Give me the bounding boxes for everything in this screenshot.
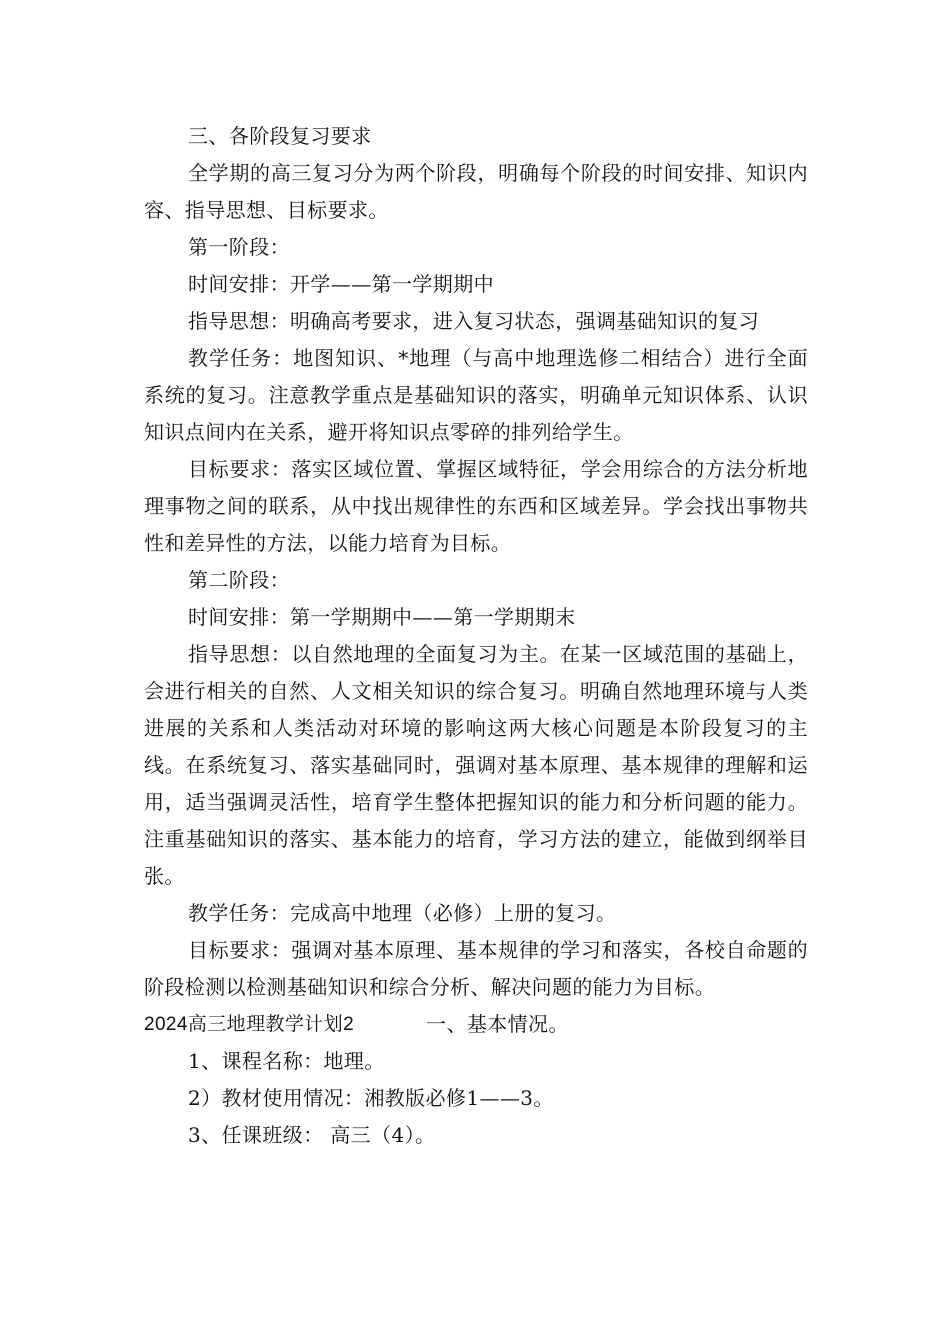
list-item-class: 3、任课班级： 高三（4）。	[188, 1123, 436, 1147]
stage-two-guiding-idea: 指导思想：以自然地理的全面复习为主。在某一区域范围的基础上，会进行相关的自然、人文相关知识的综合复习。明确自然地理环境与人类进展的关系和人类活动对环境的影响这两大核心问题是本阶段复习的主线。在系统复习、落实基础同时，强调对基本原理、基本规律的理解和运用，适当强调灵活性，培育学生整体把握知识的能力和分析问题的能力。注重基础知识的落实、基本能力的培育，学习方法的建立，能做到纲举目张。	[144, 642, 808, 888]
stage-one-teaching-task: 教学任务：地图知识、*地理（与高中地理选修二相结合）进行全面系统的复习。注意教学重点是基础知识的落实，明确单元知识体系、认识知识点间内在关系，避开将知识点零碎的排列给学生。	[144, 346, 808, 444]
plan-title: 2024高三地理教学计划2	[144, 1014, 355, 1035]
list-item-course-name: 1、课程名称：地理。	[188, 1049, 385, 1073]
paragraph-overview: 全学期的高三复习分为两个阶段，明确每个阶段的时间安排、知识内容、指导思想、目标要求。	[144, 161, 808, 222]
basic-info-heading: 一、基本情况。	[426, 1012, 569, 1036]
section-heading-stage-requirements: 三、各阶段复习要求	[188, 124, 372, 148]
stage-two-teaching-task: 教学任务：完成高中地理（必修）上册的复习。	[188, 901, 617, 925]
stage-one-guiding-idea: 指导思想：明确高考要求，进入复习状态，强调基础知识的复习	[188, 309, 760, 333]
stage-one-label: 第一阶段：	[188, 235, 290, 259]
plan-heading-line	[144, 1006, 808, 1043]
stage-one-goal: 目标要求：落实区域位置、掌握区域特征，学会用综合的方法分析地理事物之间的联系，从中找出规律性的东西和区域差异。学会找出事物共性和差异性的方法，以能力培育为目标。	[144, 457, 808, 555]
stage-two-label: 第二阶段：	[188, 568, 290, 592]
stage-two-schedule: 时间安排：第一学期期中——第一学期期末	[188, 605, 576, 629]
stage-one-schedule: 时间安排：开学——第一学期期中	[188, 272, 494, 296]
list-item-textbook: 2）教材使用情况：湘教版必修1——3。	[188, 1086, 554, 1110]
document-body	[144, 118, 808, 1154]
stage-two-goal: 目标要求：强调对基本原理、基本规律的学习和落实，各校自命题的阶段检测以检测基础知识和综合分析、解决问题的能力为目标。	[144, 938, 808, 999]
